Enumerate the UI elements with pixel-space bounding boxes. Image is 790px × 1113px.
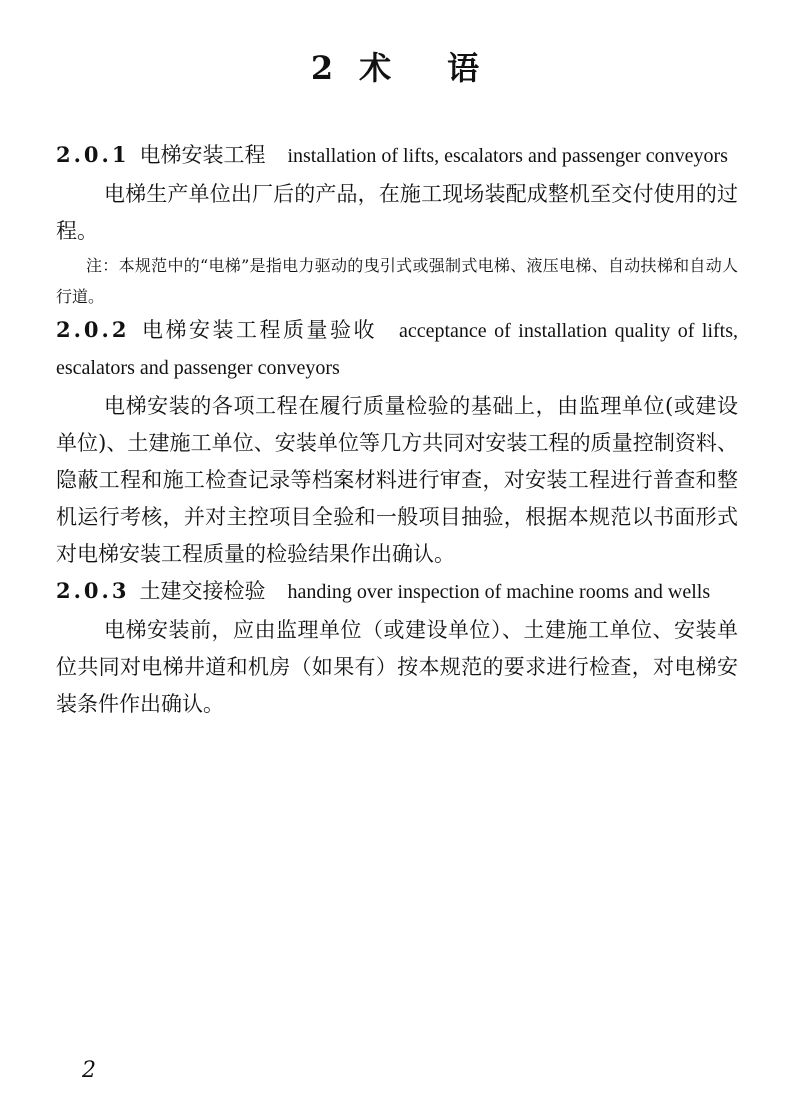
term-en: acceptance of installation quality of lifts, escalators and passenger conveyors	[56, 320, 738, 379]
term-definition: 电梯安装的各项工程在履行质量检验的基础上，由监理单位(或建设单位)、土建施工单位、安装单位等几方共同对安装工程的质量控制资料、隐蔽工程和施工检查记录等档案材料进行审查，对安装工程进行普查和整机运行考核，并对主控项目全验和一般项目抽验，根据本规范以书面形式对电梯安装工程质量的检验结果作出确认。	[56, 394, 738, 566]
term-number: 2.0.1	[56, 142, 130, 167]
term-heading	[56, 573, 738, 610]
term-heading	[56, 137, 738, 174]
chapter-title-char-1: 术	[359, 49, 392, 87]
chapter-number: 2	[310, 49, 334, 87]
term-en: installation of lifts, escalators and passenger conveyors	[287, 145, 728, 167]
term-definition: 电梯生产单位出厂后的产品，在施工现场装配成整机至交付使用的过程。	[56, 182, 738, 243]
term-number: 2.0.3	[56, 578, 130, 603]
terms-section	[56, 137, 738, 723]
term-en: handing over inspection of machine rooms and wells	[287, 581, 711, 603]
term-zh: 电梯安装工程	[139, 143, 266, 167]
term-zh: 电梯安装工程质量验收	[139, 318, 377, 342]
page-number: 2	[82, 1058, 96, 1083]
term-number: 2.0.2	[56, 317, 130, 342]
chapter-title-char-2: 语	[447, 49, 480, 87]
term-heading	[56, 312, 738, 386]
chapter-title	[0, 44, 790, 92]
term-note: 注：本规范中的“电梯”是指电力驱动的曳引式或强制式电梯、液压电梯、自动扶梯和自动人行道。	[56, 256, 738, 306]
term-zh: 土建交接检验	[139, 579, 266, 603]
term-definition: 电梯安装前，应由监理单位（或建设单位）、土建施工单位、安装单位共同对电梯井道和机房（如果有）按本规范的要求进行检查，对电梯安装条件作出确认。	[56, 618, 738, 716]
